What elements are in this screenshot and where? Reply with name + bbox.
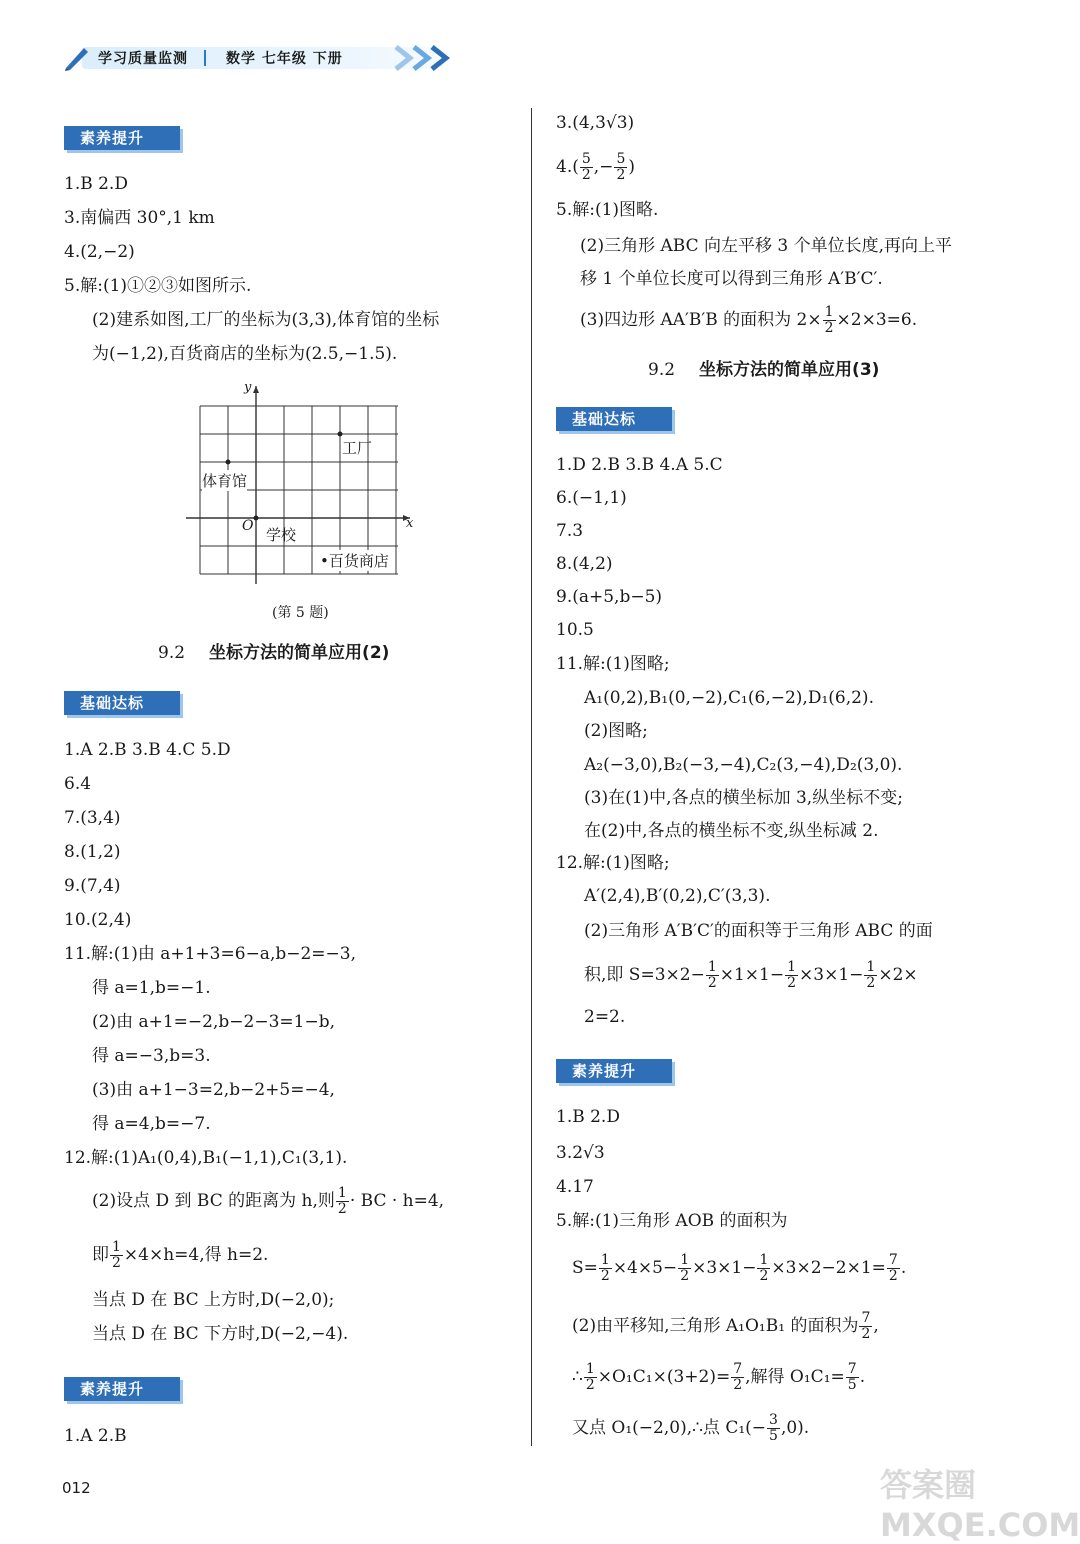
denominator: 2 bbox=[707, 975, 717, 991]
denominator: 2 bbox=[112, 1255, 121, 1271]
badge-literacy: 素养提升 bbox=[556, 1059, 672, 1083]
answer-line: 11.解:(1)由 a+1+3=6−a,b−2=−3, bbox=[64, 944, 356, 964]
origin-label: O bbox=[242, 518, 254, 534]
text: 即 bbox=[92, 1245, 109, 1265]
denominator: 2 bbox=[787, 975, 797, 991]
numerator: 7 bbox=[733, 1361, 743, 1377]
text: ×4×5− bbox=[612, 1258, 678, 1278]
answer-line: 得 a=−3,b=3. bbox=[92, 1046, 211, 1066]
numerator: 1 bbox=[787, 959, 797, 975]
fraction bbox=[887, 1253, 900, 1284]
answer-line: 9.(7,4) bbox=[64, 876, 121, 896]
answer-line: (2)由 a+1=−2,b−2−3=1−b, bbox=[92, 1012, 335, 1032]
numerator: 7 bbox=[861, 1310, 871, 1326]
text: ×2×3=6. bbox=[836, 310, 918, 330]
answer-line: (3)在(1)中,各点的横坐标加 3,纵坐标不变; bbox=[584, 788, 903, 808]
answer-line: 9.(a+5,b−5) bbox=[556, 587, 663, 607]
header-title: 学习质量监测 bbox=[98, 51, 188, 67]
answer-line: 5.解:(1)①②③如图所示. bbox=[64, 276, 252, 296]
answer-line: (2)三角形 A′B′C′的面积等于三角形 ABC 的面 bbox=[584, 921, 933, 941]
fraction bbox=[678, 1253, 691, 1284]
x-axis-label: x bbox=[406, 516, 414, 531]
answer-line: 3.2√3 bbox=[556, 1143, 605, 1163]
coordinate-figure bbox=[180, 380, 420, 600]
answer-line: 12.解:(1)图略; bbox=[556, 853, 670, 873]
text: (2)由平移知,三角形 A₁O₁B₁ 的面积为 bbox=[572, 1316, 859, 1336]
denominator: 2 bbox=[733, 1377, 743, 1393]
badge-literacy: 素养提升 bbox=[64, 126, 180, 150]
numerator: 7 bbox=[888, 1252, 898, 1268]
answer-line bbox=[572, 1413, 809, 1444]
factory-label: 工厂 bbox=[342, 439, 373, 457]
fraction bbox=[767, 1413, 780, 1444]
answer-line: 3.(4,3√3) bbox=[556, 113, 635, 133]
badge-basic: 基础达标 bbox=[556, 407, 672, 431]
numerator: 3 bbox=[769, 1412, 778, 1428]
text: ×2× bbox=[878, 965, 918, 985]
answer-line bbox=[572, 1253, 906, 1284]
page-header bbox=[62, 42, 462, 74]
text: 又点 O₁(−2,0),∴点 C₁(− bbox=[572, 1418, 767, 1438]
numerator: 7 bbox=[847, 1361, 857, 1377]
denominator: 5 bbox=[847, 1377, 857, 1393]
answer-line: 当点 D 在 BC 下方时,D(−2,−4). bbox=[92, 1324, 349, 1344]
answer-line: 移 1 个单位长度可以得到三角形 A′B′C′. bbox=[580, 269, 883, 289]
text: ) bbox=[628, 157, 635, 177]
text: 积,即 S=3×2− bbox=[584, 965, 705, 985]
denominator: 2 bbox=[861, 1326, 871, 1342]
answer-line: 12.解:(1)A₁(0,4),B₁(−1,1),C₁(3,1). bbox=[64, 1148, 348, 1168]
badge-literacy: 素养提升 bbox=[64, 1377, 180, 1401]
gym-label: 体育馆 bbox=[202, 472, 248, 490]
answer-line: (2)建系如图,工厂的坐标为(3,3),体育馆的坐标 bbox=[92, 310, 440, 330]
answer-line: 1.A 2.B bbox=[64, 1426, 127, 1446]
text: ×4×h=4,得 h=2. bbox=[123, 1245, 269, 1265]
fraction bbox=[731, 1362, 744, 1393]
answer-line bbox=[584, 960, 918, 991]
fraction bbox=[846, 1362, 859, 1393]
answer-line: 7.3 bbox=[556, 521, 584, 541]
answer-line: 得 a=4,b=−7. bbox=[92, 1114, 211, 1134]
numerator: 1 bbox=[600, 1252, 610, 1268]
answer-line: A₂(−3,0),B₂(−3,−4),C₂(3,−4),D₂(3,0). bbox=[584, 755, 903, 775]
answer-line: 3.南偏西 30°,1 km bbox=[64, 208, 215, 228]
chevrons-icon bbox=[392, 43, 462, 73]
text: (2)设点 D 到 BC 的距离为 h,则 bbox=[92, 1191, 335, 1211]
denominator: 2 bbox=[680, 1268, 690, 1284]
answer-line: 6.4 bbox=[64, 774, 92, 794]
fraction bbox=[785, 960, 798, 991]
answer-line: 4.17 bbox=[556, 1177, 594, 1197]
answer-line: 10.5 bbox=[556, 620, 594, 640]
text: (3)四边形 AA′B′B 的面积为 2× bbox=[580, 310, 822, 330]
text: S= bbox=[572, 1258, 598, 1278]
answer-line: 1.B 2.D bbox=[556, 1107, 620, 1127]
answer-line bbox=[556, 152, 635, 183]
numerator: 5 bbox=[616, 151, 626, 167]
answer-line bbox=[572, 1362, 865, 1393]
fraction bbox=[336, 1186, 349, 1217]
answer-line: 8.(4,2) bbox=[556, 554, 613, 574]
y-axis-label: y bbox=[244, 380, 252, 395]
denominator: 2 bbox=[600, 1268, 610, 1284]
answer-line: (2)图略; bbox=[584, 721, 648, 741]
text: . bbox=[859, 1367, 866, 1387]
numerator: 1 bbox=[824, 304, 834, 320]
answer-line: 6.(−1,1) bbox=[556, 488, 627, 508]
text: 4.( bbox=[556, 157, 579, 177]
fraction bbox=[614, 152, 627, 183]
denominator: 2 bbox=[866, 975, 876, 991]
text: ,− bbox=[593, 157, 614, 177]
denominator: 2 bbox=[581, 167, 591, 183]
text: ×3×1− bbox=[799, 965, 864, 985]
section-title: 坐标方法的简单应用(2) bbox=[209, 643, 390, 663]
fraction bbox=[580, 152, 593, 183]
fraction bbox=[110, 1240, 123, 1271]
answer-line: 1.D 2.B 3.B 4.A 5.C bbox=[556, 455, 723, 475]
denominator: 2 bbox=[585, 1377, 595, 1393]
fraction bbox=[706, 960, 719, 991]
text: ×1×1− bbox=[719, 965, 785, 985]
badge-basic: 基础达标 bbox=[64, 691, 180, 715]
answer-line: 5.解:(1)三角形 AOB 的面积为 bbox=[556, 1211, 788, 1231]
numerator: 1 bbox=[707, 959, 717, 975]
answer-line bbox=[572, 1311, 879, 1342]
answer-line: 得 a=1,b=−1. bbox=[92, 978, 211, 998]
fraction bbox=[823, 305, 836, 336]
answer-line: 5.解:(1)图略. bbox=[556, 200, 659, 220]
answer-line: A₁(0,2),B₁(0,−2),C₁(6,−2),D₁(6,2). bbox=[584, 688, 874, 708]
school-label: 学校 bbox=[266, 526, 297, 544]
fraction bbox=[864, 960, 877, 991]
numerator: 1 bbox=[337, 1185, 347, 1201]
column-divider bbox=[531, 108, 532, 1446]
section-heading bbox=[158, 638, 389, 663]
section-number: 9.2 bbox=[158, 643, 186, 663]
fraction bbox=[599, 1253, 612, 1284]
answer-line: 7.(3,4) bbox=[64, 808, 121, 828]
fraction bbox=[584, 1362, 597, 1393]
answer-line: 2=2. bbox=[584, 1007, 626, 1027]
numerator: 5 bbox=[581, 151, 591, 167]
watermark: 答案圈 MXQE.COM bbox=[880, 1466, 1080, 1544]
header-separator bbox=[204, 50, 206, 66]
answer-line: 1.A 2.B 3.B 4.C 5.D bbox=[64, 740, 231, 760]
figure-caption: (第 5 题) bbox=[272, 605, 329, 621]
answer-line: A′(2,4),B′(0,2),C′(3,3). bbox=[584, 886, 771, 906]
answer-line: 8.(1,2) bbox=[64, 842, 121, 862]
answer-line bbox=[92, 1186, 444, 1217]
denominator: 2 bbox=[824, 320, 834, 336]
denominator: 2 bbox=[888, 1268, 898, 1284]
section-title: 坐标方法的简单应用(3) bbox=[699, 360, 880, 380]
denominator: 2 bbox=[759, 1268, 769, 1284]
numerator: 1 bbox=[112, 1239, 121, 1255]
answer-line bbox=[92, 1240, 268, 1271]
denominator: 5 bbox=[769, 1428, 778, 1444]
numerator: 1 bbox=[585, 1361, 595, 1377]
denominator: 2 bbox=[616, 167, 626, 183]
answer-line: 1.B 2.D bbox=[64, 174, 128, 194]
text: . bbox=[900, 1258, 907, 1278]
answer-line: 为(−1,2),百货商店的坐标为(2.5,−1.5). bbox=[92, 344, 398, 364]
answer-line: 10.(2,4) bbox=[64, 910, 132, 930]
answer-line: 在(2)中,各点的横坐标不变,纵坐标减 2. bbox=[584, 821, 879, 841]
answer-line: 4.(2,−2) bbox=[64, 242, 135, 262]
page-number: 012 bbox=[62, 1479, 91, 1497]
text: ∴ bbox=[572, 1367, 583, 1387]
fraction bbox=[757, 1253, 770, 1284]
numerator: 1 bbox=[759, 1252, 769, 1268]
store-label: •百货商店 bbox=[320, 552, 389, 570]
pen-icon bbox=[62, 42, 92, 72]
section-number: 9.2 bbox=[648, 360, 676, 380]
text: ×O₁C₁×(3+2)= bbox=[597, 1367, 731, 1387]
denominator: 2 bbox=[337, 1201, 347, 1217]
text: ,0). bbox=[780, 1418, 810, 1438]
answer-line: 11.解:(1)图略; bbox=[556, 654, 670, 674]
text: ×3×2−2×1= bbox=[771, 1258, 886, 1278]
answer-line: 当点 D 在 BC 上方时,D(−2,0); bbox=[92, 1290, 335, 1310]
fraction bbox=[859, 1311, 872, 1342]
header-subject: 数学 七年级 下册 bbox=[226, 51, 343, 67]
numerator: 1 bbox=[680, 1252, 690, 1268]
answer-line bbox=[580, 305, 917, 336]
text: , bbox=[873, 1316, 879, 1336]
answer-line: (3)由 a+1−3=2,b−2+5=−4, bbox=[92, 1080, 335, 1100]
answer-line: (2)三角形 ABC 向左平移 3 个单位长度,再向上平 bbox=[580, 236, 953, 256]
section-heading bbox=[648, 355, 879, 380]
text: ×3×1− bbox=[692, 1258, 757, 1278]
numerator: 1 bbox=[866, 959, 876, 975]
text: · BC · h=4, bbox=[349, 1191, 445, 1211]
text: ,解得 O₁C₁= bbox=[745, 1367, 845, 1387]
